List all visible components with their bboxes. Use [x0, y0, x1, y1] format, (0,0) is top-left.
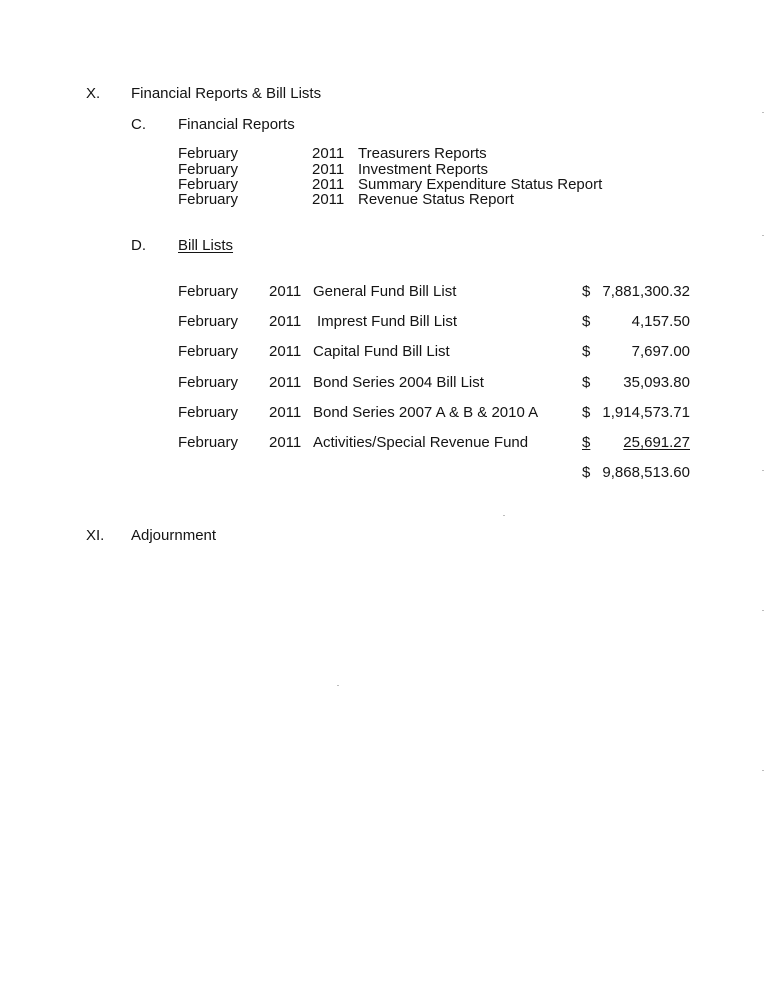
bill-name: Bond Series 2004 Bill List: [313, 374, 484, 391]
report-month: February: [178, 191, 239, 208]
report-year: 2011: [312, 145, 345, 162]
section-x-numeral: X.: [86, 85, 101, 102]
bill-year: 2011: [269, 283, 302, 300]
bill-currency: $: [582, 343, 591, 360]
bill-name: General Fund Bill List: [313, 283, 457, 300]
bill-total-row: [178, 464, 690, 482]
bill-amount: 4,157.50: [631, 313, 690, 330]
subsection-c-title: Financial Reports: [178, 116, 295, 133]
report-year: 2011: [312, 161, 345, 178]
bill-row: [178, 313, 690, 331]
scan-speck: [762, 770, 764, 771]
bill-month: February: [178, 313, 239, 330]
report-year: 2011: [312, 191, 345, 208]
bill-amount: 25,691.27: [623, 434, 690, 451]
report-title: Summary Expenditure Status Report: [358, 176, 603, 193]
bill-year: 2011: [269, 374, 302, 391]
report-month: February: [178, 145, 239, 162]
bill-currency: $: [582, 434, 591, 451]
report-title: Investment Reports: [358, 161, 489, 178]
scan-speck: [762, 112, 764, 113]
bill-month: February: [178, 283, 239, 300]
report-month: February: [178, 176, 239, 193]
report-month: February: [178, 161, 239, 178]
bill-row: [178, 404, 690, 422]
scan-speck: [762, 610, 764, 611]
section-xi-title: Adjournment: [131, 527, 217, 544]
scan-speck: [503, 515, 505, 516]
bill-year: 2011: [269, 313, 302, 330]
bill-name: Bond Series 2007 A & B & 2010 A: [313, 404, 539, 421]
bill-row: [178, 434, 690, 452]
bill-year: 2011: [269, 404, 302, 421]
bill-name: Imprest Fund Bill List: [317, 313, 458, 330]
bill-month: February: [178, 434, 239, 451]
subsection-c-letter: C.: [131, 116, 146, 133]
bill-amount: 1,914,573.71: [602, 404, 690, 421]
subsection-d-title: Bill Lists: [178, 237, 234, 254]
report-year: 2011: [312, 176, 345, 193]
bill-currency: $: [582, 374, 591, 391]
section-x-title: Financial Reports & Bill Lists: [131, 85, 322, 102]
financial-report-item: [178, 146, 658, 162]
bill-month: February: [178, 343, 239, 360]
bill-currency: $: [582, 313, 591, 330]
total-currency: $: [582, 464, 591, 481]
bill-row: [178, 283, 690, 301]
bill-year: 2011: [269, 434, 302, 451]
report-title: Treasurers Reports: [358, 145, 487, 162]
financial-report-item: [178, 192, 658, 208]
bill-year: 2011: [269, 343, 302, 360]
bill-currency: $: [582, 404, 591, 421]
scan-speck: [762, 235, 764, 236]
scan-speck: [337, 685, 339, 686]
bill-name: Activities/Special Revenue Fund: [313, 434, 529, 451]
bill-row: [178, 374, 690, 392]
subsection-d-letter: D.: [131, 237, 146, 254]
bill-name: Capital Fund Bill List: [313, 343, 450, 360]
bill-currency: $: [582, 283, 591, 300]
bill-amount: 35,093.80: [623, 374, 690, 391]
bill-row: [178, 343, 690, 361]
bill-month: February: [178, 404, 239, 421]
bill-amount: 7,697.00: [631, 343, 690, 360]
section-xi-numeral: XI.: [86, 527, 105, 544]
bill-month: February: [178, 374, 239, 391]
report-title: Revenue Status Report: [358, 191, 514, 208]
scan-speck: [762, 470, 764, 471]
total-amount: 9,868,513.60: [602, 464, 690, 481]
bill-amount: 7,881,300.32: [602, 283, 690, 300]
